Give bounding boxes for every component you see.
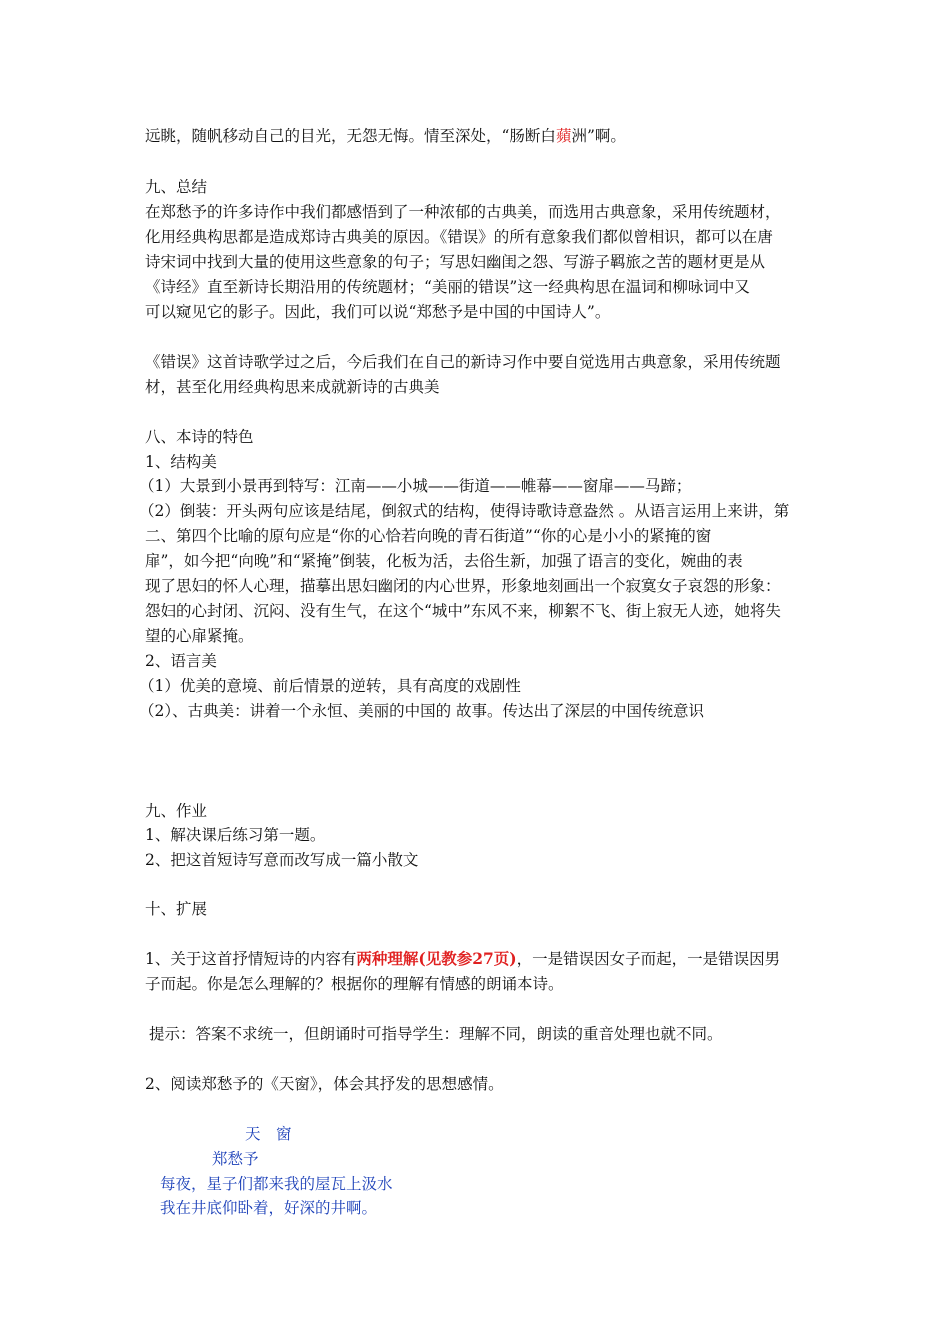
features-subheading: 1、结构美: [145, 453, 217, 471]
homework-heading: 九、作业: [145, 802, 208, 820]
features-item: （2）倒装：开头两句应该是结尾，倒叙式的结构，使得诗歌诗意盎然 。从语言运用上来讲，第: [139, 502, 790, 520]
intro-highlight: 蘋: [555, 127, 572, 145]
homework-item: 1、解决课后练习第一题。: [145, 826, 326, 844]
features-item: 扉”，如今把“向晚”和“紧掩”倒装，化板为活，去俗生新，加强了语言的变化，婉曲的表: [145, 552, 743, 570]
question-text: 1、关于这首抒情短诗的内容有: [145, 950, 357, 968]
poem-author: 郑愁予: [212, 1150, 259, 1168]
summary-line: 化用经典构思都是造成郑诗古典美的原因。《错误》的所有意象我们都似曾相识，都可以在唐: [145, 228, 773, 246]
paragraph-line: 材，甚至化用经典构思来成就新诗的古典美: [145, 378, 440, 396]
summary-line: 在郑愁予的许多诗作中我们都感悟到了一种浓郁的古典美，而选用古典意象，采用传统题材，: [145, 203, 781, 221]
intro-line: [145, 124, 626, 148]
features-item: （1）优美的意境、前后情景的逆转，具有高度的戏剧性: [139, 677, 521, 695]
features-item: 现了思妇的怀人心理，描摹出思妇幽闭的内心世界，形象地刻画出一个寂寞女子哀怨的形象：: [145, 577, 781, 595]
summary-line: 诗宋词中找到大量的使用这些意象的句子；写思妇幽闺之怨、写游子羁旅之苦的题材更是从: [145, 253, 766, 271]
extension-question-1-cont: 子而起。你是怎么理解的？根据你的理解有情感的朗诵本诗。: [145, 975, 564, 993]
features-subheading: 2、语言美: [145, 652, 217, 670]
question-text: ，一是错误因女子而起，一是错误因男: [516, 950, 781, 968]
homework-item: 2、把这首短诗写意而改写成一篇小散文: [145, 851, 419, 869]
hint-line: 提示：答案不求统一，但朗诵时可指导学生：理解不同，朗读的重音处理也就不同。: [149, 1025, 723, 1043]
summary-line: 可以窥见它的影子。因此，我们可以说“郑愁予是中国的中国诗人”。: [145, 303, 611, 321]
summary-heading: 九、总结: [145, 178, 208, 196]
features-item: 望的心扉紧掩。: [145, 627, 254, 645]
features-item: （2）、古典美：讲着一个永恒、美丽的中国的 故事。传达出了深层的中国传统意识: [139, 702, 705, 720]
question-highlight: 两种理解(见教参27页): [356, 949, 517, 968]
intro-text-a: 远眺，随帆移动自己的目光，无怨无悔。情至深处，“肠断白: [145, 127, 556, 145]
poem-line: 每夜，星子们都来我的屋瓦上汲水: [160, 1175, 393, 1193]
summary-line: 《诗经》直至新诗长期沿用的传统题材；“美丽的错误”这一经典构思在温词和柳咏词中又: [145, 278, 750, 296]
features-item: 二、第四个比喻的原句应是“你的心恰若向晚的青石街道”“你的心是小小的紧掩的窗: [145, 527, 712, 545]
paragraph-line: 《错误》这首诗歌学过之后，今后我们在自己的新诗习作中要自觉选用古典意象，采用传统题: [145, 353, 781, 371]
extension-heading: 十、扩展: [145, 900, 208, 918]
poem-line: 我在井底仰卧着，好深的井啊。: [160, 1199, 378, 1217]
poem-title: 天 窗: [245, 1125, 292, 1143]
features-item: 怨妇的心封闭、沉闷、没有生气，在这个“城中”东风不来，柳絮不飞、街上寂无人迹，她将失: [145, 602, 781, 620]
features-item: （1）大景到小景再到特写：江南——小城——街道——帷幕——窗扉——马蹄；: [139, 477, 692, 495]
intro-text-c: 洲”啊。: [571, 127, 626, 145]
extension-question-2: 2、阅读郑愁予的《天窗》，体会其抒发的思想感情。: [145, 1075, 504, 1093]
extension-question-1: [145, 947, 780, 971]
features-heading: 八、本诗的特色: [145, 428, 254, 446]
